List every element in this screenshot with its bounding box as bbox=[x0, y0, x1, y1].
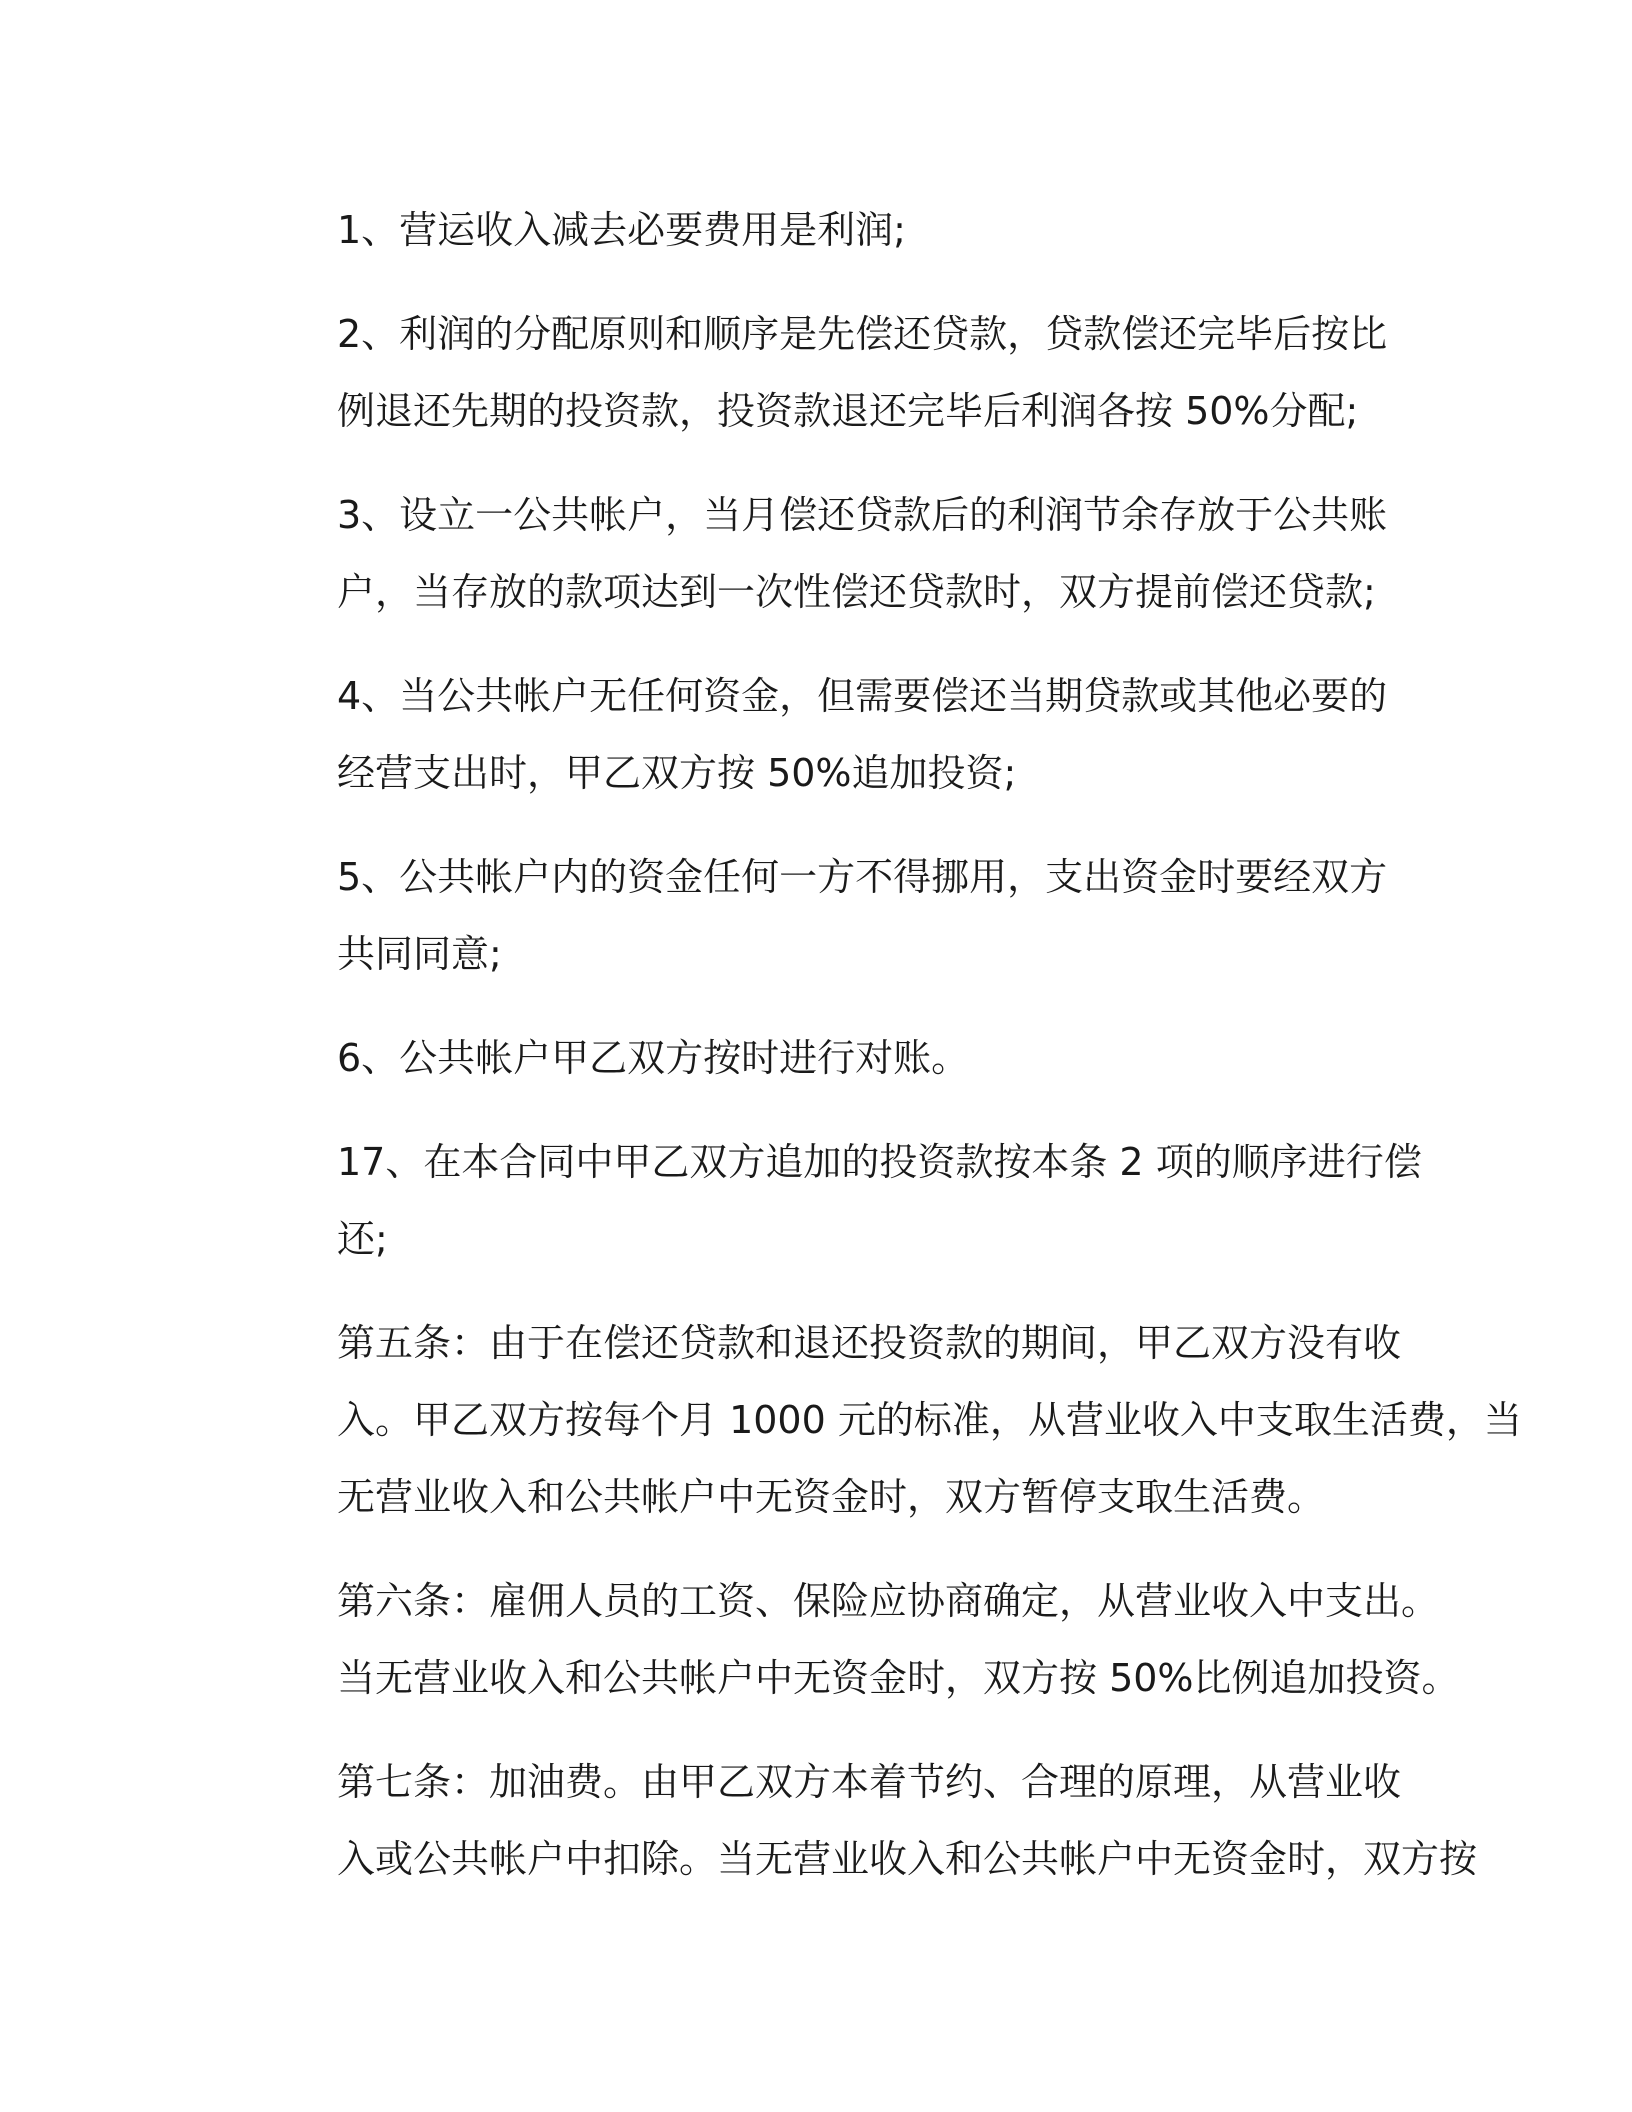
paragraph-line: 户，当存放的款项达到一次性偿还贷款时，双方提前偿还贷款; bbox=[337, 570, 1376, 614]
paragraph-item-4 bbox=[240, 658, 1400, 812]
paragraph-line: 2、利润的分配原则和顺序是先偿还贷款，贷款偿还完毕后按比 bbox=[337, 312, 1388, 356]
paragraph-item-3 bbox=[240, 477, 1400, 631]
paragraph-item-6 bbox=[240, 1020, 1400, 1097]
article-6 bbox=[240, 1563, 1460, 1717]
paragraph-item-1 bbox=[240, 192, 1400, 269]
paragraph-line: 4、当公共帐户无任何资金，但需要偿还当期贷款或其他必要的 bbox=[337, 674, 1388, 718]
paragraph-item-5 bbox=[240, 839, 1400, 993]
paragraph-line: 入或公共帐户中扣除。当无营业收入和公共帐户中无资金时，双方按 bbox=[337, 1837, 1478, 1881]
paragraph-line: 例退还先期的投资款，投资款退还完毕后利润各按 50%分配; bbox=[337, 389, 1359, 433]
article-7 bbox=[240, 1744, 1478, 1898]
paragraph-line: 第七条：加油费。由甲乙双方本着节约、合理的原理，从营业收 bbox=[337, 1760, 1402, 1804]
paragraph-line: 还; bbox=[337, 1217, 388, 1261]
paragraph-line: 经营支出时，甲乙双方按 50%追加投资; bbox=[337, 751, 1017, 795]
paragraph-line: 17、在本合同中甲乙双方追加的投资款按本条 2 项的顺序进行偿 bbox=[337, 1140, 1422, 1184]
paragraph-item-17 bbox=[240, 1124, 1422, 1278]
paragraph-line: 第五条：由于在偿还贷款和退还投资款的期间，甲乙双方没有收 bbox=[337, 1321, 1402, 1365]
paragraph-line: 第六条：雇佣人员的工资、保险应协商确定，从营业收入中支出。 bbox=[337, 1579, 1440, 1623]
paragraph-line: 6、公共帐户甲乙双方按时进行对账。 bbox=[337, 1036, 970, 1080]
paragraph-line: 无营业收入和公共帐户中无资金时，双方暂停支取生活费。 bbox=[337, 1475, 1326, 1519]
paragraph-line: 当无营业收入和公共帐户中无资金时，双方按 50%比例追加投资。 bbox=[337, 1656, 1460, 1700]
article-5 bbox=[240, 1305, 1522, 1536]
paragraph-line: 1、营运收入减去必要费用是利润; bbox=[337, 208, 906, 252]
paragraph-line: 3、设立一公共帐户，当月偿还贷款后的利润节余存放于公共账 bbox=[337, 493, 1388, 537]
paragraph-line: 共同同意; bbox=[337, 932, 502, 976]
paragraph-line: 入。甲乙双方按每个月 1000 元的标准，从营业收入中支取生活费，当 bbox=[337, 1398, 1522, 1442]
document-body bbox=[240, 192, 1522, 1925]
paragraph-line: 5、公共帐户内的资金任何一方不得挪用，支出资金时要经双方 bbox=[337, 855, 1388, 899]
paragraph-item-2 bbox=[240, 296, 1400, 450]
